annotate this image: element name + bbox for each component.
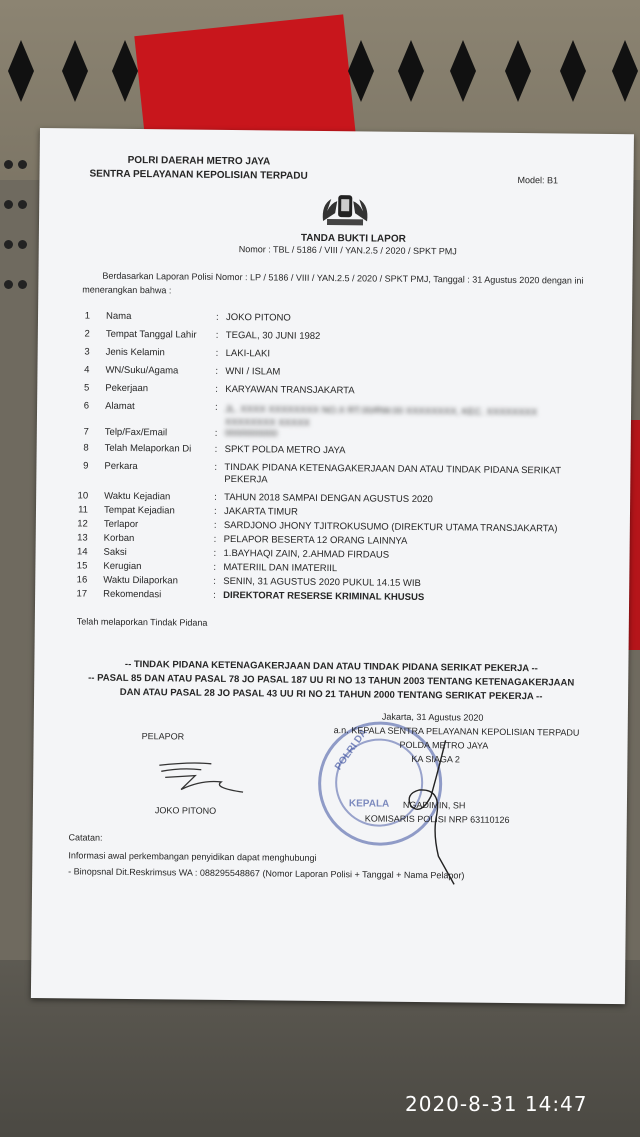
unit-line: POLDA METRO JAYA bbox=[399, 739, 489, 751]
field-row: 13 Korban : PELAPOR BESERTA 12 ORANG LAINNYA bbox=[77, 532, 408, 547]
field-row: 5 Pekerjaan : KARYAWAN TRANSJAKARTA bbox=[83, 382, 355, 397]
phone-redacted: 0000000000 bbox=[224, 427, 278, 440]
police-emblem bbox=[317, 191, 373, 230]
field-row: 2 Tempat Tanggal Lahir : TEGAL, 30 JUNI 1982 bbox=[84, 328, 321, 342]
summary-line-3: DAN ATAU PASAL 28 JO PASAL 43 UU RI NO 21 TAHUN 2000 TENTANG SERIKAT PEKERJA -- bbox=[119, 686, 543, 703]
field-row: 4 WN/Suku/Agama : WNI / ISLAM bbox=[84, 364, 281, 378]
position-line: KA SIAGA 2 bbox=[411, 753, 460, 765]
field-row: 16 Waktu Dilaporkan : SENIN, 31 AGUSTUS 2020 PUKUL 14.15 WIB bbox=[76, 574, 421, 590]
official-stamp: POLRI DA KEPALA bbox=[318, 721, 443, 846]
field-row: 8 Telah Melaporkan Di : SPKT POLDA METRO JAYA bbox=[83, 442, 346, 457]
perforated-strip bbox=[0, 150, 40, 350]
field-row: 6 Alamat : JL. XXXX XXXXXXXX NO.X RT.00/RW.00 XXXXXXXX, KEC. XXXXXXXX XXXXXXXX XXXXX bbox=[83, 400, 538, 429]
officer-signature bbox=[392, 736, 464, 887]
document-title: TANDA BUKTI LAPOR bbox=[300, 232, 406, 245]
field-row: 9 Perkara : TINDAK PIDANA KETENAGAKERJAAN DAN ATAU TINDAK PIDANA SERIKAT PEKERJA bbox=[83, 460, 562, 486]
report-document bbox=[31, 128, 634, 1004]
reporter-name: JOKO PITONO bbox=[154, 805, 217, 816]
address-redacted-2: XXXXXXXX XXXXX bbox=[224, 416, 310, 429]
field-row: 10 Waktu Kejadian : TAHUN 2018 SAMPAI DENGAN AGUSTUS 2020 bbox=[77, 490, 433, 506]
on-behalf-line: a.n. KEPALA SENTRA PELAYANAN KEPOLISIAN TERPADU bbox=[333, 725, 580, 738]
officer-name: NGADIMIN, SH bbox=[402, 799, 466, 811]
field-row: 14 Saksi : 1.BAYHAQI ZAIN, 2.AHMAD FIRDAUS bbox=[76, 546, 390, 561]
camera-timestamp: 2020-8-31 14:47 bbox=[405, 1092, 588, 1116]
org-line-2: SENTRA PELAYANAN KEPOLISIAN TERPADU bbox=[89, 168, 308, 182]
reporter-signature bbox=[151, 757, 261, 798]
notes-line-1: Informasi awal perkembangan penyidikan dapat menghubungi bbox=[68, 850, 317, 863]
model-label: Model: B1 bbox=[517, 175, 559, 186]
place-date: Jakarta, 31 Agustus 2020 bbox=[381, 711, 484, 723]
reported-line: Telah melaporkan Tindak Pidana bbox=[76, 616, 208, 628]
field-row: 7 Telp/Fax/Email : 0000000000 bbox=[83, 426, 278, 440]
reporter-label: PELAPOR bbox=[141, 731, 185, 742]
field-row: 12 Terlapor : SARDJONO JHONY TJITROKUSUMO (DIREKTUR UTAMA TRANSJAKARTA) bbox=[77, 518, 558, 535]
address-redacted: JL. XXXX XXXXXXXX NO.X RT.00/RW.00 XXXXXXXX, KEC. XXXXXXXX bbox=[225, 403, 538, 419]
notes-line-2: - Binopsnal Dit.Reskrimsus WA : 088295548867 (Nomor Laporan Polisi + Tanggal + Nama Pelapor) bbox=[68, 866, 465, 881]
field-row: 11 Tempat Kejadian : JAKARTA TIMUR bbox=[78, 504, 298, 518]
intro-line-2: menerangkan bahwa : bbox=[82, 284, 172, 296]
field-row: 3 Jenis Kelamin : LAKI-LAKI bbox=[84, 346, 271, 360]
summary-line-2: -- PASAL 85 DAN ATAU PASAL 78 JO PASAL 187 UU RI NO 13 TAHUN 2003 TENTANG KETENAGAKERJAAN bbox=[88, 672, 575, 689]
document-number: Nomor : TBL / 5186 / VIII / YAN.2.5 / 2020 / SPKT PMJ bbox=[238, 244, 457, 257]
intro-line-1: Berdasarkan Laporan Polisi Nomor : LP / 5186 / VIII / YAN.2.5 / 2020 / SPKT PMJ, Tanggal : 31 Agustus 2020 dengan ini bbox=[102, 270, 584, 286]
notes-title: Catatan: bbox=[68, 832, 103, 843]
officer-rank: KOMISARIS POLISI NRP 63110126 bbox=[364, 813, 510, 825]
field-row: 1 Nama : JOKO PITONO bbox=[84, 310, 291, 324]
field-row: 17 Rekomendasi : DIREKTORAT RESERSE KRIMINAL KHUSUS bbox=[76, 588, 425, 604]
field-row: 15 Kerugian : MATERIIL DAN IMATERIIL bbox=[76, 560, 338, 575]
org-line-1: POLRI DAERAH METRO JAYA bbox=[127, 154, 271, 168]
summary-line-1: -- TINDAK PIDANA KETENAGAKERJAAN DAN ATAU TINDAK PIDANA SERIKAT PEKERJA -- bbox=[124, 658, 538, 675]
